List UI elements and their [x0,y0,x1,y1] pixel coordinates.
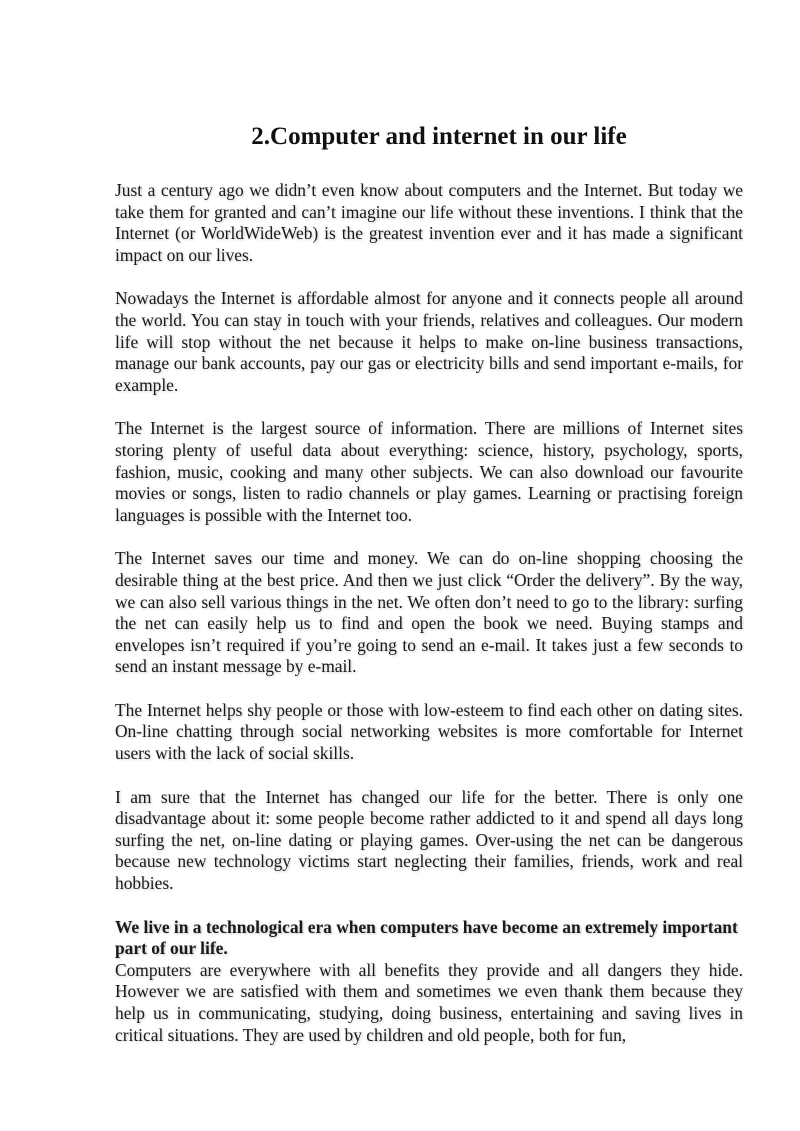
paragraph-conclusion: I am sure that the Internet has changed our life for the better. There is only one disadvantage about it: some people become rather addicted to it and spend all days long surfing the net, on-line dating or playing games. Over-using the net can be dangerous because new technology victims start neglecting their families, friends, work and real hobbies. [115,786,743,894]
paragraph-intro: Just a century ago we didn’t even know about computers and the Internet. But today we take them for granted and can’t imagine our life without these inventions. I think that the Internet (or WorldWideWeb) is the greatest invention ever and it has made a significant impact on our lives. [115,180,743,265]
paragraph-computers: Computers are everywhere with all benefits they provide and all dangers they hide. However we are satisfied with them and sometimes we even thank them because they help us in communicating, studying, doing business, entertaining and saving lives in critical situations. They are used by children and old people, both for fun, [115,959,743,1045]
paragraph-shy-people: The Internet helps shy people or those with low-esteem to find each other on dating sites. On-line chatting through social networking websites is more comfortable for Internet users with the lack of social skills. [115,699,743,764]
page-title: 2.Computer and internet in our life [251,123,627,150]
paragraph-time-money: The Internet saves our time and money. We can do on-line shopping choosing the desirable thing at the best price. And then we just click “Order the delivery”. By the way, we can also sell various things in the net. We often don’t need to go to the library: surfing the net can easily help us to find and open the book we need. Buying stamps and envelopes isn’t required if you’re going to send an e-mail. It takes just a few seconds to send an instant message by e-mail. [115,548,743,677]
paragraph-information: The Internet is the largest source of information. There are millions of Internet sites storing plenty of useful data about everything: science, history, psychology, sports, fashion, music, cooking and many other subjects. We can also download our favourite movies or songs, listen to radio channels or play games. Learning or practising foreign languages is possible with the Internet too. [115,418,743,525]
paragraph-affordable: Nowadays the Internet is affordable almost for anyone and it connects people all around the world. You can stay in touch with your friends, relatives and colleagues. Our modern life will stop without the net because it helps to make on-line business transactions, manage our bank accounts, pay our gas or electricity bills and send important e-mails, for example. [115,288,743,395]
section-heading: We live in a technological era when computers have become an extremely important part of our life. [115,916,738,959]
document-body [115,120,743,1068]
